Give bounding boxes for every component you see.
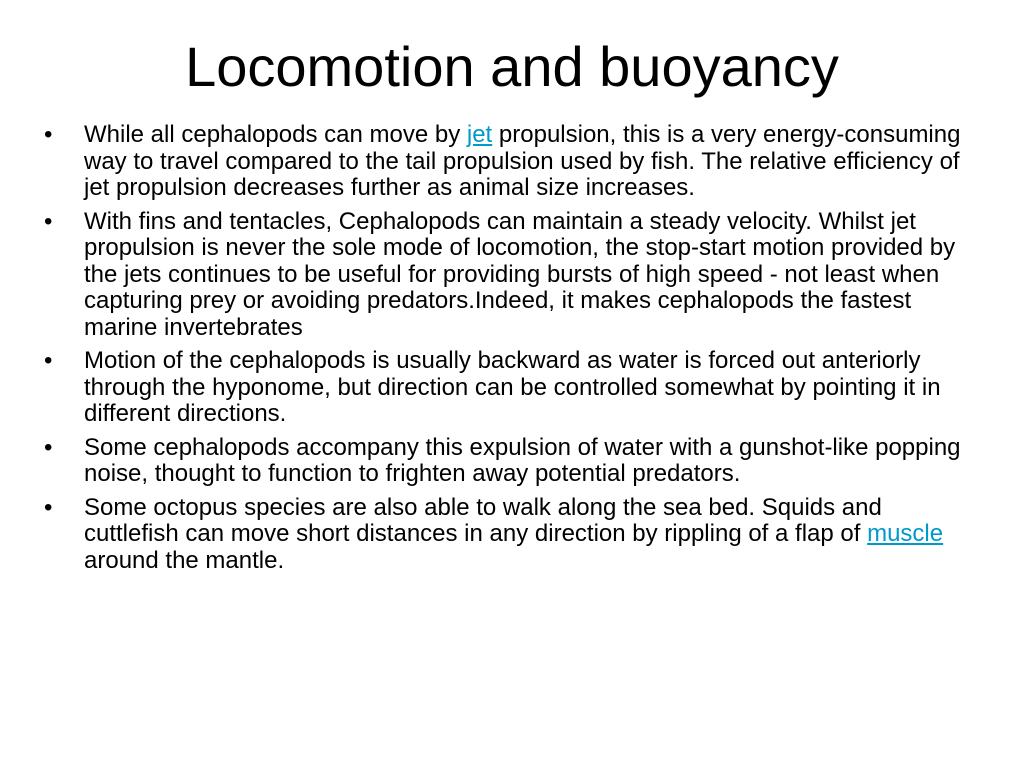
bullet-icon: • bbox=[44, 121, 53, 148]
bullet-text-part: around the mantle. bbox=[84, 546, 285, 574]
bullet-item-fins-tentacles bbox=[42, 209, 982, 342]
bullet-item-motion-direction bbox=[42, 348, 982, 428]
bullet-text: Motion of the cephalopods is usually backward as water is forced out anteriorly through the hyponome, but direction can be controlled somewhat by pointing it in different directions. bbox=[84, 347, 941, 427]
bullet-text-part: propulsion, this is a very energy-consuming way to travel compared to the tail propulsion used by fish. The relative efficiency of jet propulsion decreases further as animal size increases. bbox=[84, 121, 961, 201]
slide-title: Locomotion and buoyancy bbox=[185, 35, 839, 98]
bullet-icon: • bbox=[44, 493, 53, 521]
bullet-text: With fins and tentacles, Cephalopods can maintain a steady velocity. Whilst jet propulsion is never the sole mode of locomotion, the stop-start motion provided by the jets continues to be useful for providing bursts of high speed - not least when capturing prey or avoiding predators.Indeed, it makes cephalopods the fastest marine invertebrates bbox=[84, 207, 956, 341]
bullet-text-part: While all cephalopods can move by bbox=[84, 121, 467, 148]
bullet-item-popping-noise bbox=[42, 435, 982, 488]
bullet-item-walking-octopus bbox=[42, 495, 982, 575]
bullet-list bbox=[42, 122, 982, 581]
jet-link[interactable]: jet bbox=[466, 121, 493, 148]
bullet-icon: • bbox=[44, 207, 53, 235]
bullet-icon: • bbox=[44, 433, 53, 461]
bullet-text-part: Some octopus species are also able to walk along the sea bed. Squids and cuttlefish can move short distances in any direction by rippling of a flap of bbox=[84, 493, 882, 547]
bullet-text: Some cephalopods accompany this expulsion of water with a gunshot-like popping noise, thought to function to frighten away potential predators. bbox=[84, 433, 961, 487]
muscle-link[interactable]: muscle bbox=[867, 520, 944, 547]
bullet-item-jet-propulsion bbox=[42, 122, 982, 202]
bullet-icon: • bbox=[44, 347, 53, 374]
